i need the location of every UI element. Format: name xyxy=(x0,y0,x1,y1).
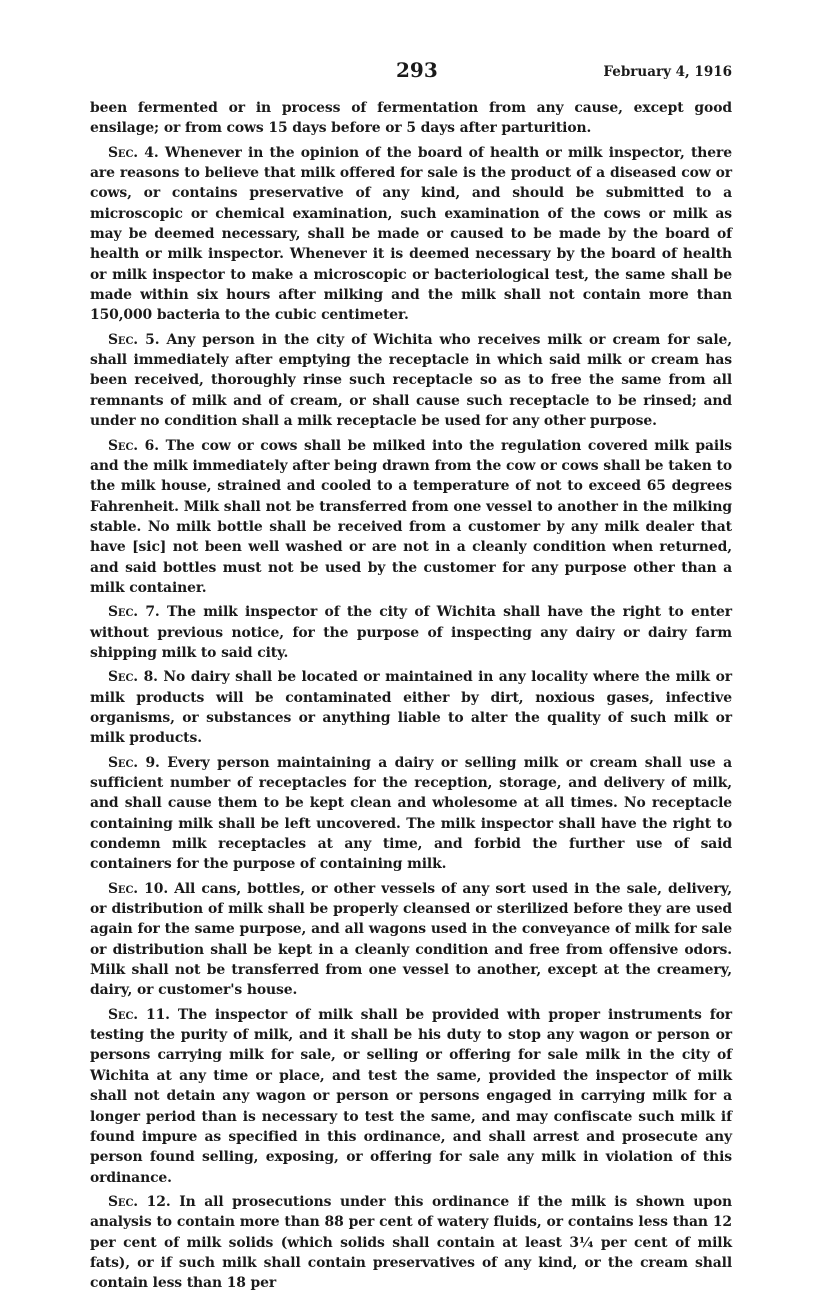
paragraph-text: The cow or cows shall be milked into the regulation covered milk pails and the milk immediately after being drawn from the cow or cows shall be taken to the milk house, strained and cooled to a temperature of not to exceed 65 degrees Fahrenheit. Milk shall not be transferred from one vessel to another in the milking stable. No milk bottle shall be received from a customer by any milk dealer that have [sic] not been well washed or are not in a cleanly condition when returned, and said bottles must not be used by the customer for any purpose other than a milk container. xyxy=(90,437,732,596)
paragraph-text: Whenever in the opinion of the board of health or milk inspector, there are reasons to believe that milk offered for sale is the product of a diseased cow or cows, or contains preservative of any kind, and should be submitted to a microscopic or chemical examination, such examination of the cows or milk as may be deemed necessary, shall be made or caused to be made by the board of health or milk inspector. Whenever it is deemed necessary by the board of health or milk inspector to make a microscopic or bacteriological test, the same shall be made within six hours after milking and the milk shall not contain more than 150,000 bacteria to the cubic centimeter. xyxy=(90,144,732,324)
paragraph-text: Any person in the city of Wichita who receives milk or cream for sale, shall immediately after emptying the receptacle in which said milk or cream has been received, thoroughly rinse such receptacle so as to free the same from all remnants of milk and of cream, or shall cause such receptacle to be rinsed; and under no condition shall a milk receptacle be used for any other purpose. xyxy=(90,331,732,430)
section-label: Sec. 8. xyxy=(108,669,158,686)
section-11 xyxy=(90,1005,732,1188)
section-label: Sec. 10. xyxy=(108,880,169,897)
section-6 xyxy=(90,436,732,599)
paragraph-text: In all prosecutions under this ordinance if the milk is shown upon analysis to contain more than 88 per cent of watery fluids, or contains less than 12 per cent of milk solids (which solids shall contain at least 3¼ per cent of milk fats), or if such milk shall contain preservatives of any kind, or the cream shall contain less than 18 per xyxy=(90,1193,732,1292)
section-4 xyxy=(90,143,732,326)
paragraph-text: The inspector of milk shall be provided with proper instruments for testing the purity of milk, and it shall be his duty to stop any wagon or person or persons carrying milk for sale, or selling or offering for sale milk in the city of Wichita at any time or place, and test the same, provided the inspector of milk shall not detain any wagon or person or persons engaged in carrying milk for a longer period than is necessary to test the same, and may confiscate such milk if found impure as specified in this ordinance, and shall arrest and prosecute any person found selling, exposing, or offering for sale any milk in violation of this ordinance. xyxy=(90,1006,732,1186)
page-header xyxy=(90,58,732,98)
section-label: Sec. 6. xyxy=(108,437,159,454)
paragraph-continuation xyxy=(90,98,732,139)
section-12 xyxy=(90,1192,732,1294)
section-label: Sec. 11. xyxy=(108,1006,170,1023)
section-label: Sec. 9. xyxy=(108,754,160,771)
section-label: Sec. 5. xyxy=(108,331,160,348)
section-label: Sec. 4. xyxy=(108,144,159,161)
page-date: February 4, 1916 xyxy=(603,64,732,80)
section-8 xyxy=(90,667,732,748)
section-9 xyxy=(90,753,732,875)
paragraph-text: Every person maintaining a dairy or selling milk or cream shall use a sufficient number of receptacles for the reception, storage, and delivery of milk, and shall cause them to be kept clean and wholesome at all times. No receptacle containing milk shall be left uncovered. The milk inspector shall have the right to condemn milk receptacles at any time, and forbid the further use of said containers for the purpose of containing milk. xyxy=(90,754,732,873)
paragraph-text: been fermented or in process of fermentation from any cause, except good ensilage; or from cows 15 days before or 5 days after parturition. xyxy=(90,100,732,137)
page-number: 293 xyxy=(396,58,438,82)
paragraph-text: No dairy shall be located or maintained in any locality where the milk or milk products will be contaminated either by dirt, noxious gases, infective organisms, or substances or anything liable to alter the quality of such milk or milk products. xyxy=(90,669,732,747)
section-10 xyxy=(90,879,732,1001)
section-label: Sec. 12. xyxy=(108,1193,171,1210)
document-body xyxy=(90,98,732,1294)
paragraph-text: The milk inspector of the city of Wichita shall have the right to enter without previous notice, for the purpose of inspecting any dairy or dairy farm shipping milk to said city. xyxy=(90,604,732,661)
document-page xyxy=(90,58,732,1298)
section-5 xyxy=(90,330,732,432)
section-label: Sec. 7. xyxy=(108,604,160,621)
section-7 xyxy=(90,602,732,663)
paragraph-text: All cans, bottles, or other vessels of any sort used in the sale, delivery, or distribution of milk shall be properly cleansed or sterilized before they are used again for the same purpose, and all wagons used in the conveyance of milk for sale or distribution shall be kept in a cleanly condition and free from offensive odors. Milk shall not be transferred from one vessel to another, except at the creamery, dairy, or customer's house. xyxy=(90,880,732,999)
